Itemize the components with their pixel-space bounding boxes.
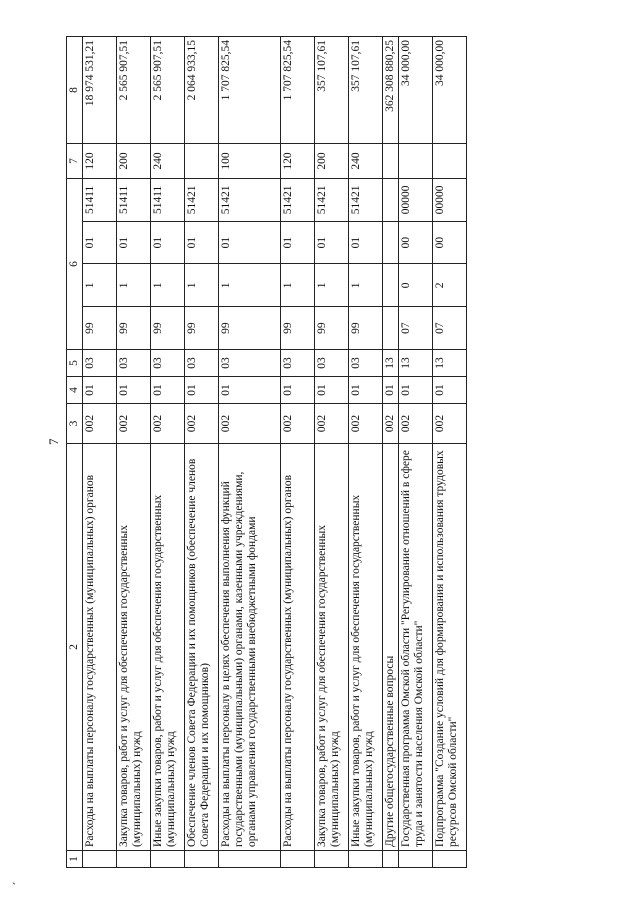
cell-c5: 03 [281,350,315,377]
header-col-6: 6 [67,179,83,350]
cell-c7: 240 [349,144,383,179]
cell-q: 2 [433,264,467,307]
cell-col1 [433,851,467,868]
cell-c4: 01 [383,377,399,404]
cell-name: Закупка товаров, работ и услуг для обеспечения государственных (муниципальных) нужд [117,444,151,851]
table-row [383,37,399,868]
cell-c7: 200 [315,144,349,179]
table-row [185,37,219,868]
rotated-table-container [66,36,590,868]
header-col-7: 7 [67,144,83,179]
cell-p: 99 [315,307,349,350]
cell-s: 51421 [281,179,315,222]
cell-p [383,307,399,350]
cell-col1 [83,851,117,868]
cell-c8: 362 308 880,25 [383,37,399,144]
cell-r: 01 [315,221,349,264]
cell-c8: 18 974 531,21 [83,37,117,144]
budget-table [66,36,467,868]
cell-name: Государственная программа Омской области "Регулирование отношений в сфере труда и занятости населения Омской области" [399,444,433,851]
cell-s: 51421 [349,179,383,222]
cell-c4: 01 [151,377,185,404]
cell-name: Расходы на выплаты персоналу государственных (муниципальных) органов [83,444,117,851]
cell-p: 99 [83,307,117,350]
table-row [219,37,281,868]
cell-p: 99 [151,307,185,350]
cell-c3: 002 [399,404,433,444]
cell-col1 [151,851,185,868]
cell-name: Расходы на выплаты персоналу государственных (муниципальных) органов [281,444,315,851]
cell-r: 01 [83,221,117,264]
header-col-4: 4 [67,377,83,404]
cell-c8: 2 064 933,15 [185,37,219,144]
cell-q: 1 [315,264,349,307]
cell-c4: 01 [315,377,349,404]
cell-c4: 01 [185,377,219,404]
cell-p: 99 [185,307,219,350]
cell-c8: 1 707 825,54 [219,37,281,144]
table-row [151,37,185,868]
header-col-1: 1 [67,851,83,868]
cell-c5: 03 [151,350,185,377]
cell-c7: 120 [281,144,315,179]
cell-c7 [383,144,399,179]
cell-s: 51421 [185,179,219,222]
cell-c8: 34 000,00 [433,37,467,144]
cell-q: 0 [399,264,433,307]
cell-r: 01 [117,221,151,264]
cell-c7: 120 [83,144,117,179]
cell-c3: 002 [185,404,219,444]
header-row [67,37,83,868]
cell-s: 51421 [315,179,349,222]
table-row [83,37,117,868]
cell-c3: 002 [281,404,315,444]
cell-c5: 13 [399,350,433,377]
cell-col1 [117,851,151,868]
cell-c5: 13 [383,350,399,377]
cell-name: Закупка товаров, работ и услуг для обеспечения государственных (муниципальных) нужд [315,444,349,851]
cell-s: 51411 [151,179,185,222]
cell-col1 [383,851,399,868]
cell-p: 99 [219,307,281,350]
cell-c5: 03 [349,350,383,377]
cell-col1 [185,851,219,868]
cell-s [383,179,399,222]
cell-c7 [433,144,467,179]
cell-c7 [185,144,219,179]
cell-q: 1 [219,264,281,307]
cell-col1 [219,851,281,868]
cell-s: 51411 [83,179,117,222]
cell-r: 01 [281,221,315,264]
table-row [281,37,315,868]
cell-r: 01 [185,221,219,264]
cell-c7: 200 [117,144,151,179]
cell-col1 [281,851,315,868]
cell-c3: 002 [315,404,349,444]
cell-c5: 13 [433,350,467,377]
cell-c5: 03 [219,350,281,377]
cell-c3: 002 [117,404,151,444]
cell-r: 01 [349,221,383,264]
cell-c5: 03 [83,350,117,377]
header-col-5: 5 [67,350,83,377]
cell-c3: 002 [219,404,281,444]
cell-name: Расходы на выплаты персоналу в целях обеспечения выполнения функций государственными (муниципальными) органами, казенными учреждениями, органами управления государственными внебюджетными фондами [219,444,281,851]
cell-c8: 34 000,00 [399,37,433,144]
cell-r: 00 [433,221,467,264]
cell-r: 01 [219,221,281,264]
cell-r [383,221,399,264]
cell-name: Подпрограмма "Создание условий для формирования и использования трудовых ресурсов Омской области" [433,444,467,851]
cell-c3: 002 [383,404,399,444]
table-body [83,37,467,868]
cell-s: 51411 [117,179,151,222]
cell-c4: 01 [117,377,151,404]
cell-name: Другие общегосударственные вопросы [383,444,399,851]
cell-c7 [399,144,433,179]
cell-name: Иные закупки товаров, работ и услуг для обеспечения государственных (муниципальных) нужд [349,444,383,851]
cell-c4: 01 [281,377,315,404]
cell-q: 1 [83,264,117,307]
table-row [117,37,151,868]
header-col-2: 2 [67,444,83,851]
stray-mark: ` [12,880,16,894]
cell-p: 99 [349,307,383,350]
cell-s: 00000 [399,179,433,222]
cell-c8: 2 565 907,51 [151,37,185,144]
cell-c3: 002 [151,404,185,444]
cell-q: 1 [349,264,383,307]
cell-c4: 01 [349,377,383,404]
cell-col1 [349,851,383,868]
cell-col1 [315,851,349,868]
cell-c4: 01 [83,377,117,404]
table-row [399,37,433,868]
page-number: 7 [46,438,61,445]
cell-r: 01 [151,221,185,264]
cell-c4: 01 [219,377,281,404]
table-row [315,37,349,868]
cell-c8: 2 565 907,51 [117,37,151,144]
cell-c8: 357 107,61 [349,37,383,144]
header-col-3: 3 [67,404,83,444]
cell-p: 99 [281,307,315,350]
cell-q: 1 [117,264,151,307]
cell-p: 07 [433,307,467,350]
cell-q: 1 [151,264,185,307]
cell-c5: 03 [185,350,219,377]
cell-c8: 357 107,61 [315,37,349,144]
table-row [433,37,467,868]
cell-q [383,264,399,307]
cell-col1 [399,851,433,868]
cell-q: 1 [281,264,315,307]
cell-c7: 240 [151,144,185,179]
cell-c3: 002 [349,404,383,444]
cell-c4: 01 [433,377,467,404]
cell-c5: 03 [315,350,349,377]
cell-c3: 002 [83,404,117,444]
cell-name: Иные закупки товаров, работ и услуг для обеспечения государственных (муниципальных) нужд [151,444,185,851]
cell-name: Обеспечение членов Совета Федерации и их помощников (обеспечение членов Совета Федерации и их помощников) [185,444,219,851]
cell-c5: 03 [117,350,151,377]
cell-p: 07 [399,307,433,350]
cell-q: 1 [185,264,219,307]
cell-c4: 01 [399,377,433,404]
cell-c7: 100 [219,144,281,179]
cell-r: 00 [399,221,433,264]
table-row [349,37,383,868]
cell-p: 99 [117,307,151,350]
cell-c8: 1 707 825,54 [281,37,315,144]
cell-c3: 002 [433,404,467,444]
cell-s: 00000 [433,179,467,222]
header-col-8: 8 [67,37,83,144]
cell-s: 51421 [219,179,281,222]
